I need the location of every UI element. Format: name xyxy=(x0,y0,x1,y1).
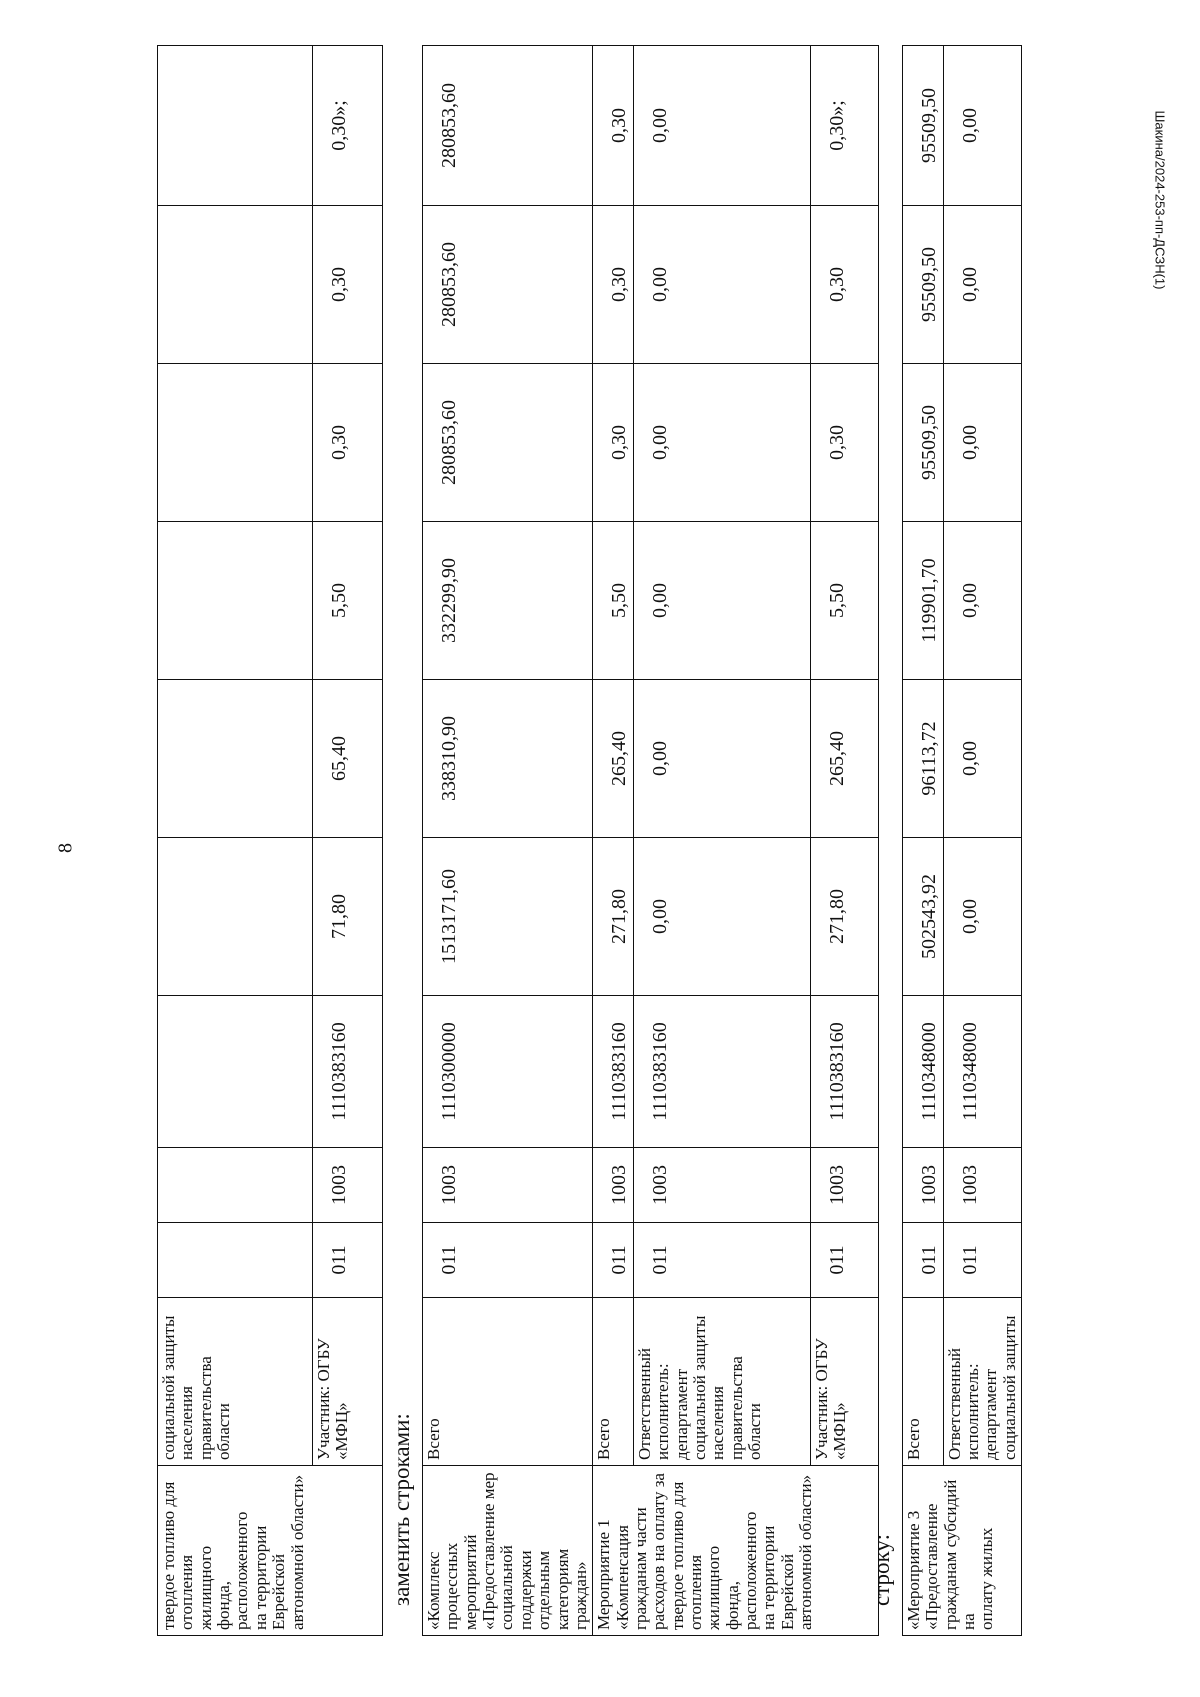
value-cell: 271,80 xyxy=(593,838,634,996)
code-cell: 011 xyxy=(593,1223,634,1298)
code-cell: 1003 xyxy=(423,1148,593,1223)
value-cell: 65,40 xyxy=(313,680,383,838)
value-cell: 280853,60 xyxy=(423,46,593,206)
value-cell: 0,00 xyxy=(943,522,1021,680)
value-cell: 0,00 xyxy=(633,680,810,838)
value-cell: 280853,60 xyxy=(423,206,593,364)
code-cell xyxy=(158,1223,313,1298)
code-cell: 1110383160 xyxy=(593,996,634,1148)
value-cell: 95509,50 xyxy=(903,206,944,364)
code-cell: 011 xyxy=(313,1223,383,1298)
value-cell: 0,00 xyxy=(633,46,810,206)
value-cell: 0,00 xyxy=(633,364,810,522)
value-cell: 0,30 xyxy=(593,206,634,364)
executor-cell: Всего xyxy=(593,1298,634,1466)
value-cell: 338310,90 xyxy=(423,680,593,838)
value-cell: 0,30 xyxy=(810,206,878,364)
executor-cell: Всего xyxy=(903,1298,944,1466)
code-cell: 1003 xyxy=(810,1148,878,1223)
value-cell: 119901,70 xyxy=(903,522,944,680)
value-cell: 96113,72 xyxy=(903,680,944,838)
value-cell: 0,30 xyxy=(593,46,634,206)
code-cell: 1110383160 xyxy=(313,996,383,1148)
value-cell: 0,00 xyxy=(633,206,810,364)
instruction-caption: строку: xyxy=(869,1534,894,1606)
value-cell: 0,30 xyxy=(313,206,383,364)
table-row xyxy=(633,46,810,1636)
code-cell: 1003 xyxy=(903,1148,944,1223)
value-cell: 95509,50 xyxy=(903,46,944,206)
value-cell: 71,80 xyxy=(313,838,383,996)
value-cell xyxy=(158,680,313,838)
table-block-3 xyxy=(902,45,1022,1636)
value-cell: 332299,90 xyxy=(423,522,593,680)
value-cell: 5,50 xyxy=(810,522,878,680)
value-cell: 0,00 xyxy=(943,46,1021,206)
table-row xyxy=(593,46,634,1636)
value-cell: 0,00 xyxy=(943,838,1021,996)
value-cell xyxy=(158,46,313,206)
value-cell: 0,30 xyxy=(810,364,878,522)
value-cell: 0,00 xyxy=(943,364,1021,522)
table-block-1 xyxy=(157,45,383,1636)
table-block-2 xyxy=(422,45,879,1636)
program-name-cell: твердое топливо для отопления жилищного фонда, расположенного на территории Еврейской автономной области» xyxy=(158,1466,383,1636)
code-cell xyxy=(158,1148,313,1223)
value-cell: 0,30»; xyxy=(810,46,878,206)
page-number: 8 xyxy=(54,843,77,853)
value-cell: 1513171,60 xyxy=(423,838,593,996)
code-cell: 1110383160 xyxy=(810,996,878,1148)
value-cell xyxy=(158,838,313,996)
value-cell: 5,50 xyxy=(593,522,634,680)
value-cell: 265,40 xyxy=(593,680,634,838)
executor-cell: Участник: ОГБУ «МФЦ» xyxy=(313,1298,383,1466)
program-name-cell: «Мероприятие 3 «Предоставление гражданам субсидий на оплату жилых xyxy=(903,1466,1022,1636)
code-cell: 1110348000 xyxy=(903,996,944,1148)
executor-cell: Участник: ОГБУ «МФЦ» xyxy=(810,1298,878,1466)
code-cell: 1003 xyxy=(633,1148,810,1223)
value-cell: 265,40 xyxy=(810,680,878,838)
document-code: Шакина/2024-253-пп-ДСЗН(1) xyxy=(1152,110,1168,290)
code-cell: 1003 xyxy=(593,1148,634,1223)
table-row xyxy=(943,46,1021,1636)
value-cell: 0,30»; xyxy=(313,46,383,206)
rotated-content xyxy=(157,46,1019,1636)
executor-cell: Всего xyxy=(423,1298,593,1466)
code-cell: 011 xyxy=(633,1223,810,1298)
executor-cell: Ответственный исполнитель: департамент социальной защиты населения правительства области xyxy=(633,1298,810,1466)
value-cell: 0,00 xyxy=(943,680,1021,838)
value-cell: 95509,50 xyxy=(903,364,944,522)
value-cell: 0,00 xyxy=(633,522,810,680)
value-cell: 280853,60 xyxy=(423,364,593,522)
code-cell: 011 xyxy=(943,1223,1021,1298)
code-cell: 011 xyxy=(810,1223,878,1298)
program-name-cell: Мероприятие 1 «Компенсация гражданам части расходов на оплату за твердое топливо для отопления жилищного фонда, расположенного на территории Еврейской автономной области» xyxy=(593,1466,879,1636)
code-cell: 011 xyxy=(903,1223,944,1298)
value-cell: 0,00 xyxy=(943,206,1021,364)
value-cell: 0,30 xyxy=(593,364,634,522)
code-cell: 1003 xyxy=(313,1148,383,1223)
code-cell: 1003 xyxy=(943,1148,1021,1223)
code-cell xyxy=(158,996,313,1148)
code-cell: 1110300000 xyxy=(423,996,593,1148)
executor-cell: Ответственный исполнитель: департамент социальной защиты xyxy=(943,1298,1021,1466)
code-cell: 011 xyxy=(423,1223,593,1298)
table-row xyxy=(423,46,593,1636)
table-row xyxy=(158,46,313,1636)
table-row xyxy=(313,46,383,1636)
code-cell: 1110348000 xyxy=(943,996,1021,1148)
value-cell: 502543,92 xyxy=(903,838,944,996)
value-cell xyxy=(158,522,313,680)
instruction-caption: заменить строками: xyxy=(389,1413,414,1606)
code-cell: 1110383160 xyxy=(633,996,810,1148)
value-cell: 5,50 xyxy=(313,522,383,680)
table-row xyxy=(903,46,944,1636)
value-cell: 271,80 xyxy=(810,838,878,996)
value-cell xyxy=(158,206,313,364)
executor-cell: социальной защиты населения правительства области xyxy=(158,1298,313,1466)
table-row xyxy=(810,46,878,1636)
value-cell: 0,00 xyxy=(633,838,810,996)
program-name-cell: «Комплекс процессных мероприятий «Предоставление мер социальной поддержки отдельным категориям граждан» xyxy=(423,1466,593,1636)
value-cell xyxy=(158,364,313,522)
value-cell: 0,30 xyxy=(313,364,383,522)
